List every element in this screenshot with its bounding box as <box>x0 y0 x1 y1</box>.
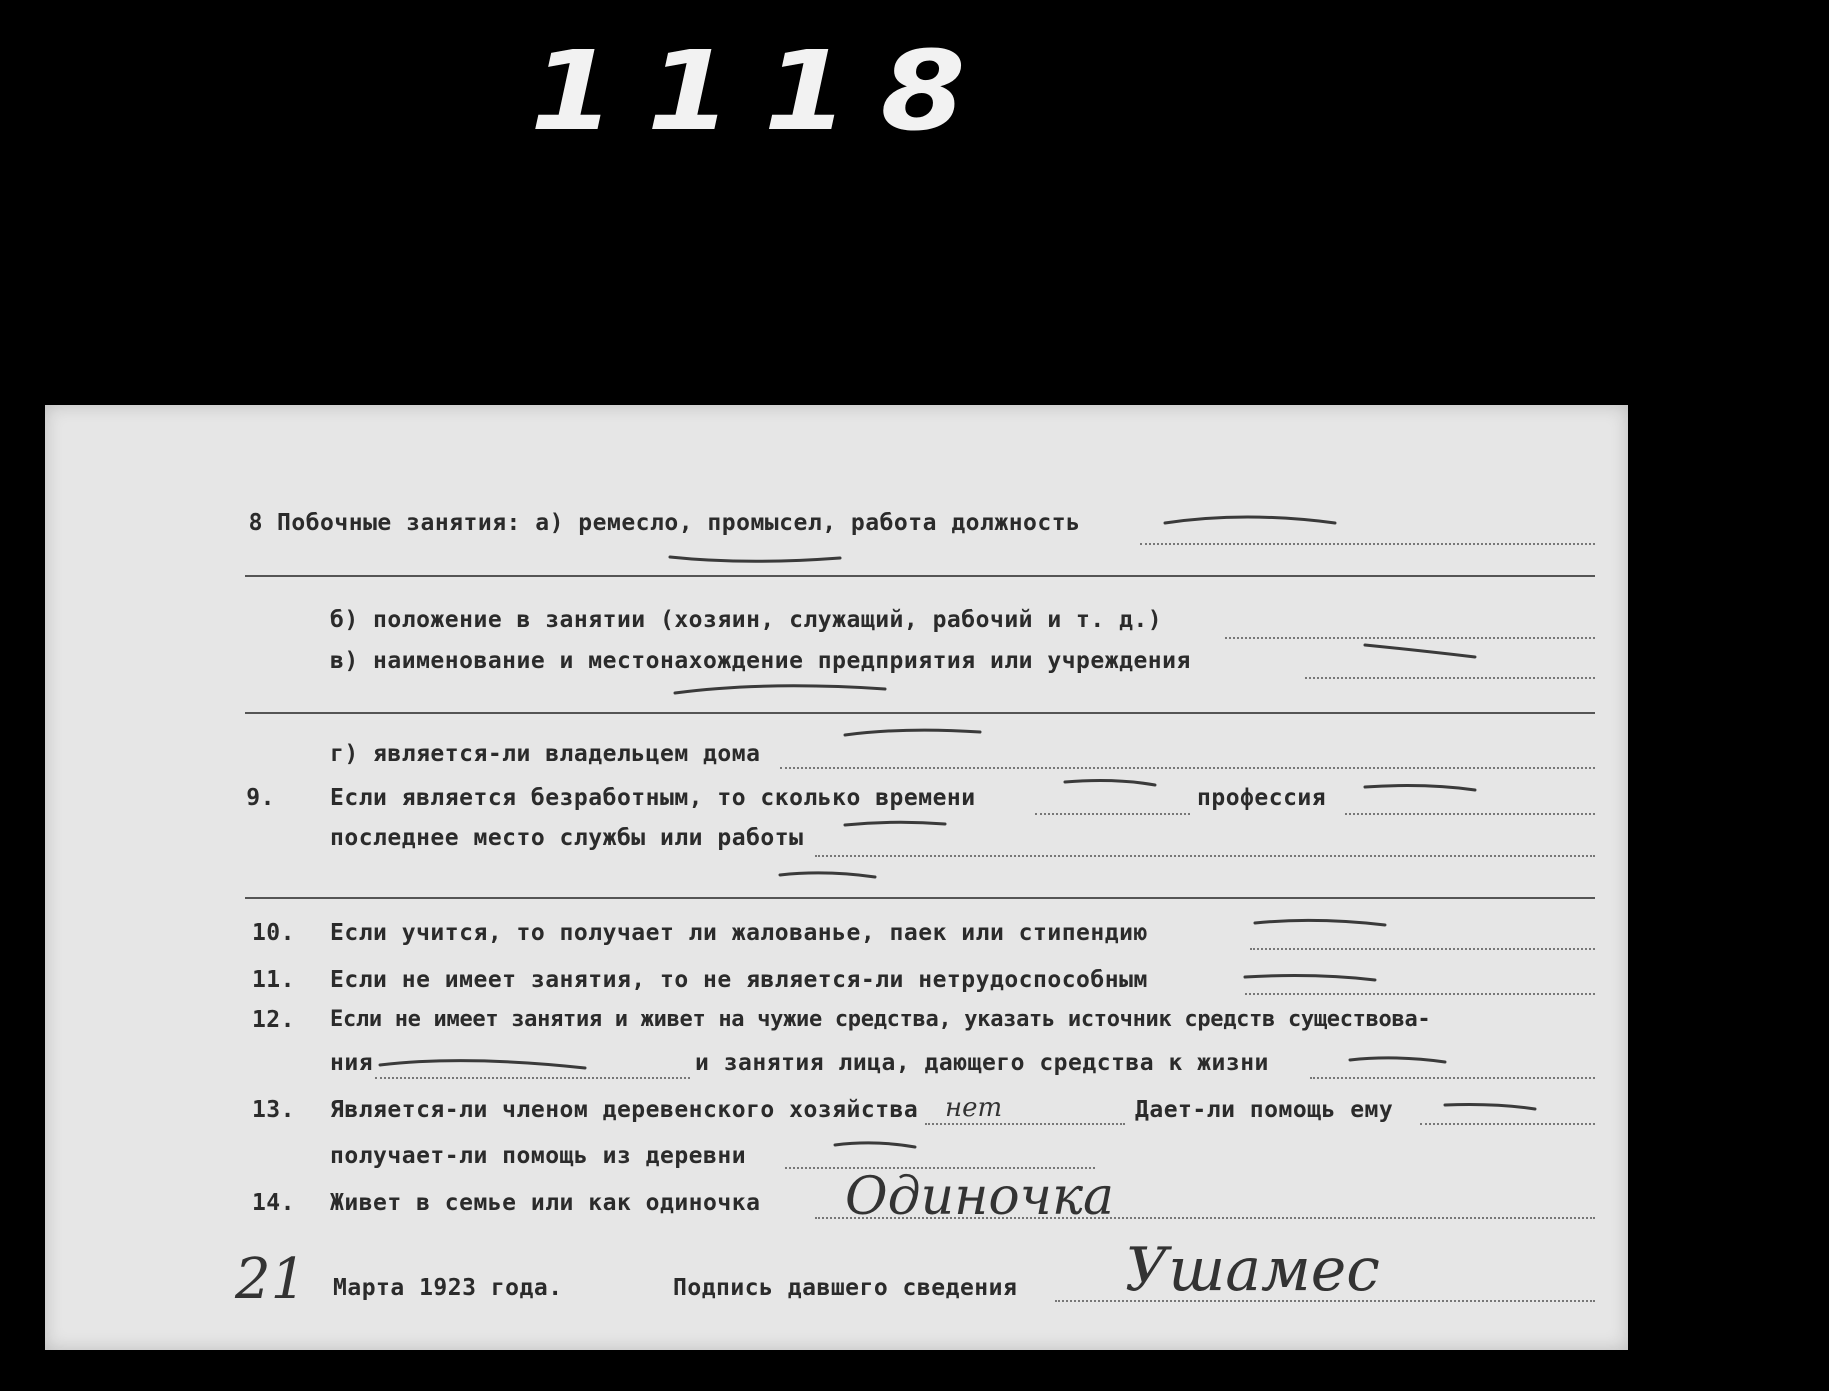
q9-last-job-text: последнее место службы или работы <box>330 825 804 851</box>
q13-text: Является-ли членом деревенского хозяйства <box>330 1097 919 1123</box>
pen-dash <box>845 822 945 825</box>
q13-handwritten-answer: нет <box>945 1093 1003 1123</box>
q13-help-label: Дает-ли помощь ему <box>1135 1097 1394 1123</box>
q14-text: Живет в семье или как одиночка <box>330 1190 761 1216</box>
footer-signature-label: Подпись давшего сведения <box>673 1275 1018 1301</box>
q9-number: 9. <box>246 785 275 811</box>
pen-dash <box>780 873 875 877</box>
footer-date-text: Марта 1923 года. <box>333 1275 563 1301</box>
q9-profession-label: профессия <box>1197 785 1327 811</box>
q8-number: 8 <box>248 510 263 536</box>
pen-dash <box>380 1061 585 1068</box>
pen-dash <box>1365 645 1475 657</box>
pen-dash <box>1350 1058 1445 1062</box>
q10-number: 10. <box>251 920 295 946</box>
pen-dash <box>1365 786 1475 790</box>
q11-text: Если не имеет занятия, то не является-ли нетрудоспособным <box>330 967 1148 993</box>
q11-number: 11. <box>251 967 295 993</box>
q9-text: Если является безработным, то сколько времени <box>330 785 976 811</box>
frame-number: 1118 <box>530 27 998 155</box>
pen-dash <box>1445 1105 1535 1110</box>
q10-text: Если учится, то получает ли жалованье, паек или стипендию <box>330 920 1148 946</box>
q12-text-line2b: и занятия лица, дающего средства к жизни <box>695 1050 1269 1076</box>
pen-marks <box>45 405 1628 1350</box>
pen-dash <box>835 1143 915 1147</box>
q13-receives-text: получает-ли помощь из деревни <box>330 1143 747 1169</box>
pen-dash <box>1245 976 1375 980</box>
q14-handwritten-answer: Одиночка <box>845 1167 1115 1227</box>
q14-number: 14. <box>251 1190 295 1216</box>
pen-underline <box>675 686 885 693</box>
q13-number: 13. <box>251 1097 295 1123</box>
pen-dash <box>1065 781 1155 785</box>
census-card <box>45 405 1628 1350</box>
pen-dash <box>845 730 980 735</box>
pen-dash <box>1255 920 1385 925</box>
pen-underline <box>670 557 840 561</box>
q12-number: 12. <box>251 1007 295 1033</box>
footer-signature: Ушамес <box>1125 1235 1380 1305</box>
q12-text-line1: Если не имеет занятия и живет на чужие средства, указать источник средств существова- <box>330 1007 1431 1032</box>
q8-b-text: б) положение в занятии (хозяин, служащий, рабочий и т. д.) <box>330 607 1163 633</box>
q8-c-text: в) наименование и местонахождение предприятия или учреждения <box>330 648 1191 674</box>
footer-day: 21 <box>235 1247 307 1312</box>
q8-d-text: г) является-ли владельцем дома <box>330 741 761 767</box>
q8-a-text: Побочные занятия: а) ремесло, промысел, работа должность <box>277 510 1081 536</box>
pen-dash <box>1165 517 1335 523</box>
q12-text-line2a: ния <box>330 1050 374 1076</box>
